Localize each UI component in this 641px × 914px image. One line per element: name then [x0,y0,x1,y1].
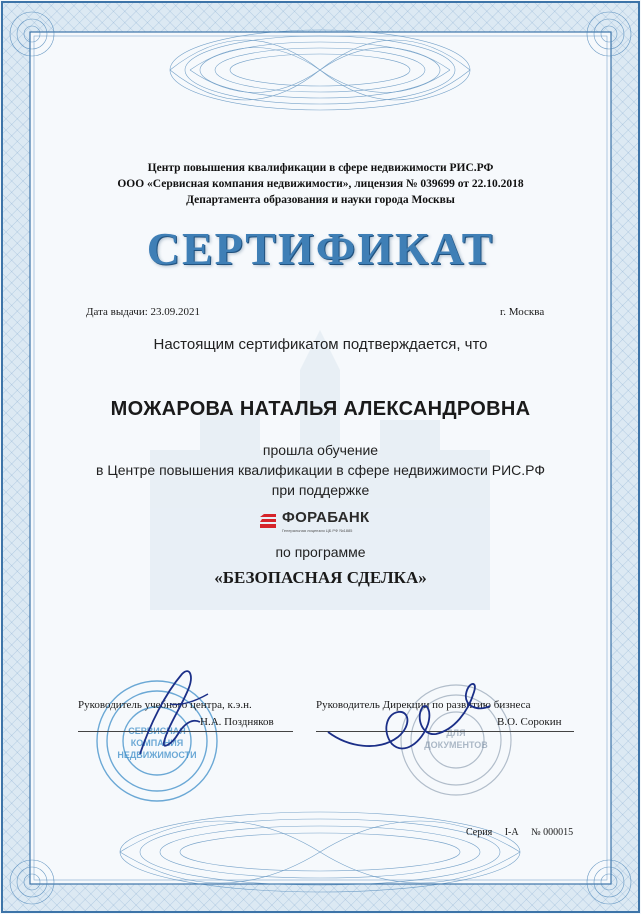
series-label: Серия [466,827,493,838]
completion-text [0,440,641,500]
certificate-title: СЕРТИФИКАТ [146,223,495,274]
left-signature [120,664,230,764]
svg-text:НЕДВИЖИМОСТИ: НЕДВИЖИМОСТИ [117,750,197,760]
svg-text:ДЛЯ: ДЛЯ [446,728,466,738]
confirm-text: Настоящим сертификатом подтверждается, что [153,336,488,353]
completion-line: в Центре повышения квалификации в сфере недвижимости РИС.РФ [96,462,545,478]
left-signatory-role: Руководитель учебного центра, к.э.н. [78,699,252,711]
series-value: I-А [504,827,519,838]
issuer-line: Центр повышения квалификации в сфере недвижимости РИС.РФ [147,162,494,174]
bank-subtitle: Генеральная лицензия ЦБ РФ №1885 [282,528,353,533]
series-info [466,827,583,838]
left-signatory-name: Н.А. Поздняков [200,716,274,728]
bank-logo-icon [258,510,278,530]
issue-city: г. Москва [500,306,545,318]
right-signatory-name: В.О. Сорокин [497,716,562,728]
completion-line: прошла обучение [262,442,379,458]
bank-logo [258,508,398,538]
completion-line: при поддержке [271,482,370,498]
program-name: «БЕЗОПАСНАЯ СДЕЛКА» [214,568,427,587]
issuer-line: Департамента образования и науки города Москвы [186,194,455,206]
svg-text:ДОКУМЕНТОВ: ДОКУМЕНТОВ [424,740,488,750]
recipient-name: МОЖАРОВА НАТАЛЬЯ АЛЕКСАНДРОВНА [110,398,531,420]
svg-text:КОМПАНИЯ: КОМПАНИЯ [130,738,184,748]
series-number: № 000015 [531,827,574,838]
svg-text:СЕРВИСНАЯ: СЕРВИСНАЯ [128,726,186,736]
right-signatory-role: Руководитель Дирекции по развитию бизнеса [316,699,531,711]
right-signature [318,672,498,762]
issue-date: Дата выдачи: 23.09.2021 [86,306,201,318]
program-label: по программе [275,544,366,560]
issuer-block [0,160,641,208]
issuer-line: ООО «Сервисная компания недвижимости», лицензия № 039699 от 22.10.2018 [117,178,524,190]
bank-name: ФОРАБАНК [282,509,370,526]
